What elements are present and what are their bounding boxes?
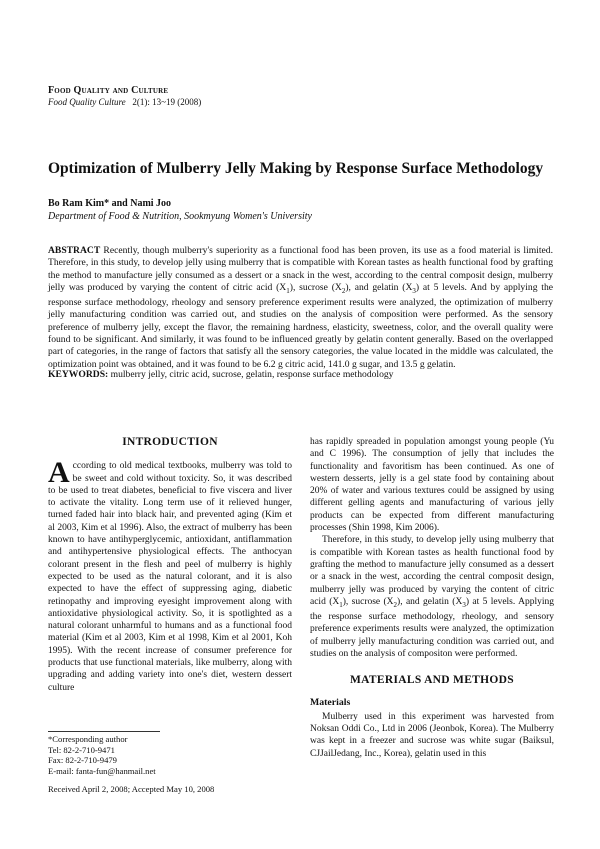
footnote-divider (48, 731, 160, 732)
left-column (48, 436, 292, 694)
abstract-text-4: ) at 5 levels. And by applying the response surface methodology, rheology and sensory preference experiment results were analyzed, the optimization of mulberry jelly manufacturing condition was carried out, and studies on the analysis of composition were performed. As the sensory preference of mulberry jelly, except the flavor, the remaining hardness, elasticity, sweetness, color, and the overall quality were found to be significant. And similarly, it was found to be influenced greatly by gelatin content generally. Based on the overlapped part of categories, in the range of factors that satisfy all the sensory categories, the value located in the middle was calculated, the optimization point was obtained, and it was found to be 6.2 g citric acid, 141.0 g sugar, and 13.5 g gelatin. (48, 281, 554, 370)
keywords-label: KEYWORDS: (48, 369, 109, 380)
intro-p2-text-a: Therefore, in this study, to develop jelly using mulberry that is compatible with Korean tastes as health functional food by grafting the method to manufacture jelly consumed as a dessert or a snack in the west, according the central composit design, mulberry jelly was produced by varying the content of citric acid (X (310, 535, 554, 607)
paper-title: Optimization of Mulberry Jelly Making by Response Surface Methodology (48, 160, 544, 177)
intro-paragraph-1-text: ccording to old medical textbooks, mulberry was told to be sweet and cold without toxicity. So, it was described to be used to treat diabetes, beneficial to five viscera and liver to activate the vitality. Long term use of it relieved hunger, turned faded hair into black hair, and prevented aging (Kim et al 2003, Kim et al 1996). Also, the extract of mulberry has been known to have antihyperglycemic, antioxidant, antiflammation and antihypertensive physiological effects. The anthocyan colorant present in the flesh and peel of mulberry is highly expected to be used as the natural colorant, and it is also expected to have the effect of suppressing aging, diabetic retinopathy and improving eyesight improvement along with antioxidative physiological activity. So, it is spotlighted as a natural colorant unharmful to humans and as a functional food material (Kim et al 2003, Kim et al 1998, Kim et al 2001, Koh 1995). With the recent increase of consumer preference for products that use functional materials, like mulberry, along with upgrading and adding variety into one's diet, western dessert culture (48, 461, 292, 693)
abstract-label: ABSTRACT (48, 245, 101, 256)
received-date: Received April 2, 2008; Accepted May 10, 2008 (48, 784, 215, 794)
keywords (48, 369, 553, 381)
abstract-sub-3: 3 (412, 286, 416, 295)
intro-p2-sub-3: 3 (462, 600, 466, 609)
drop-cap: A (48, 456, 70, 490)
paper-authors: Bo Ram Kim* and Nami Joo (48, 198, 172, 209)
journal-subtitle: Food Quality Culture (48, 96, 126, 107)
abstract-text-2: ), sucrose (X (289, 281, 342, 293)
keywords-text: mulberry jelly, citric acid, sucrose, gelatin, response surface methodology (108, 369, 394, 380)
author-affiliation: Department of Food & Nutrition, Sookmyung Women's University (48, 211, 312, 222)
abstract (48, 245, 553, 371)
intro-p2-text-b: ), sucrose (X (342, 596, 394, 607)
intro-p2-text-d: ) at 5 levels. Applying the response surface methodology, rheology, and sensory preference experiments results were analyzed, the optimization of mulberry jelly manufacturing condition was carried out, and studies on the analysis of compositon were performed. (310, 596, 554, 659)
intro-paragraph-2 (310, 534, 554, 660)
footnote (48, 734, 156, 776)
intro-p2-sub-2: 2 (393, 600, 398, 609)
materials-paragraph: Mulberry used in this experiment was harvested from Noksan Oddi Co., Ltd in 2006 (Jeonbok, Korea). The Mulberry was kept in a freezer and sucrose was white sugar (Baiksul, CJJailJedang, Inc., Korea), gelatin used in this (310, 711, 554, 759)
author-email: E-mail: fanta-fun@hanmail.net (48, 765, 156, 776)
author-tel: Tel: 82-2-710-9471 (48, 744, 115, 755)
abstract-text-1: Recently, though mulberry's superiority as a functional food has been proven, its use as a food material is limited. Therefore, in this study, to develop jelly using mulberry that is compatible with Korean tastes as health functional food by grafting the method to manufacture jelly consumed as a dessert or a snack in the west, according to the central composit design, mulberry jelly was produced by varying the content of citric acid (X (48, 245, 553, 293)
journal-volume: 2(1): 13~19 (2008) (132, 96, 202, 107)
materials-subheading: Materials (310, 696, 351, 708)
journal-header (48, 85, 201, 107)
intro-p2-sub-1: 1 (339, 600, 343, 609)
author-fax: Fax: 82-2-710-9479 (48, 755, 117, 766)
introduction-heading: INTRODUCTION (122, 436, 218, 448)
journal-citation (48, 97, 201, 107)
intro-p2-text-c: ), and gelatin (X (397, 596, 463, 607)
methods-heading: MATERIALS AND METHODS (350, 674, 514, 687)
corresponding-author: *Corresponding author (48, 734, 128, 744)
abstract-sub-2: 2 (341, 286, 346, 295)
abstract-sub-1: 1 (286, 286, 290, 295)
right-column (310, 436, 554, 760)
abstract-text-3: ), and gelatin (X (345, 281, 413, 293)
intro-paragraph-1 (48, 456, 292, 694)
intro-paragraph-1-continued: has rapidly spreaded in population amongst young people (Yu and C 1996). The consumption of jelly that includes the functionality and favoritism has been continued. As one of western desserts, jelly is a gel state food by containing about 20% of water and various textures could be assigned by using different gelling agents and manufacturing of various jelly products can be expected from different manufacturing processes (Shin 1998, Kim 2006). (310, 437, 554, 534)
journal-name: Food Quality and Culture (48, 85, 169, 96)
